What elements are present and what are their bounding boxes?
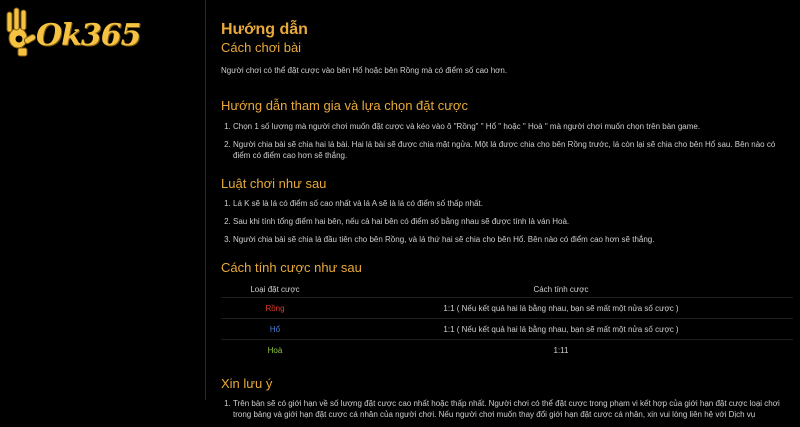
section-heading: Cách chơi bài [221, 40, 302, 55]
table-row [221, 319, 793, 340]
bet-table [221, 281, 793, 360]
bet-type-rong: Rồng [221, 298, 329, 319]
table-header-row [221, 281, 793, 298]
column-header: Loại đặt cược [250, 284, 300, 294]
list-item: 2. Người chia bài sẽ chia hai lá bài. Hai lá bài sẽ được chia mặt ngửa. Một lá được chia cho bên Rồng trước, lá còn lại sẽ chia cho bên Hổ sau. Bên nào có điểm có điểm cao hơn sẽ thắng. [233, 139, 793, 161]
section-heading: Luật chơi như sau [221, 176, 327, 191]
section-heading: Hướng dẫn tham gia và lựa chọn đặt cược [221, 98, 468, 113]
join-list [221, 121, 793, 161]
rules-list [221, 198, 793, 245]
bet-calc: 1:1 ( Nếu kết quả hai lá bằng nhau, bạn sẽ mất một nửa số cược ) [329, 319, 793, 340]
left-panel [0, 0, 205, 400]
page-title: Hướng dẫn [221, 21, 308, 38]
table-row [221, 340, 793, 361]
list-item: 1. Trên bàn sẽ có giới hạn về số lượng đặt cược cao nhất hoặc thấp nhất. Người chơi có thể đặt cược trong phạm vi kết hợp của giới hạn đặt cược loại chơi trong bảng và giới hạn đặt cược cá nhân của người chơi. Nếu người chơi muốn thay đổi giới hạn đặt cược cá nhân, xin vui lòng liên hệ với Dịch vụ [233, 398, 793, 420]
section-rules [221, 175, 793, 245]
bet-type-ho: Hổ [221, 319, 329, 340]
column-header: Cách tính cược [533, 284, 589, 294]
list-item: 1. Lá K sẽ là lá có điểm số cao nhất và lá A sẽ là lá có điểm số thấp nhất. [233, 198, 793, 209]
list-item: 1. Chọn 1 số lượng mà người chơi muốn đặt cược và kéo vào ô "Rồng" " Hổ " hoặc " Hoà " mà người chơi muốn chọn trên bàn game. [233, 121, 793, 132]
site-logo[interactable] [4, 6, 154, 60]
section-bet-calculation [221, 259, 793, 360]
list-item: 3. Người chia bài sẽ chia lá đầu tiên cho bên Rồng, và lá thứ hai sẽ chia cho bên Hổ. Bên nào có điểm cao hơn sẽ thắng. [233, 234, 793, 245]
list-item: 2. Sau khi tính tổng điểm hai bên, nếu cả hai bên có điểm số bằng nhau sẽ được tính là ván Hoà. [233, 216, 793, 227]
logo-text: Ok365 [36, 18, 141, 53]
note-list [221, 398, 793, 420]
section-how-to-play [221, 39, 793, 76]
section-heading: Xin lưu ý [221, 376, 273, 391]
bet-calc: 1:11 [329, 340, 793, 361]
section-note [221, 375, 793, 420]
vertical-divider [205, 0, 206, 400]
section-heading: Cách tính cược như sau [221, 260, 362, 275]
section-join-guide [221, 97, 793, 161]
section-text: Người chơi có thể đặt cược vào bên Hổ hoặc bên Rồng mà có điểm số cao hơn. [221, 66, 508, 75]
bet-calc: 1:1 ( Nếu kết quả hai lá bằng nhau, bạn sẽ mất một nửa số cược ) [329, 298, 793, 319]
table-row [221, 298, 793, 319]
bet-type-hoa: Hoà [221, 340, 329, 361]
main-content [221, 20, 793, 427]
